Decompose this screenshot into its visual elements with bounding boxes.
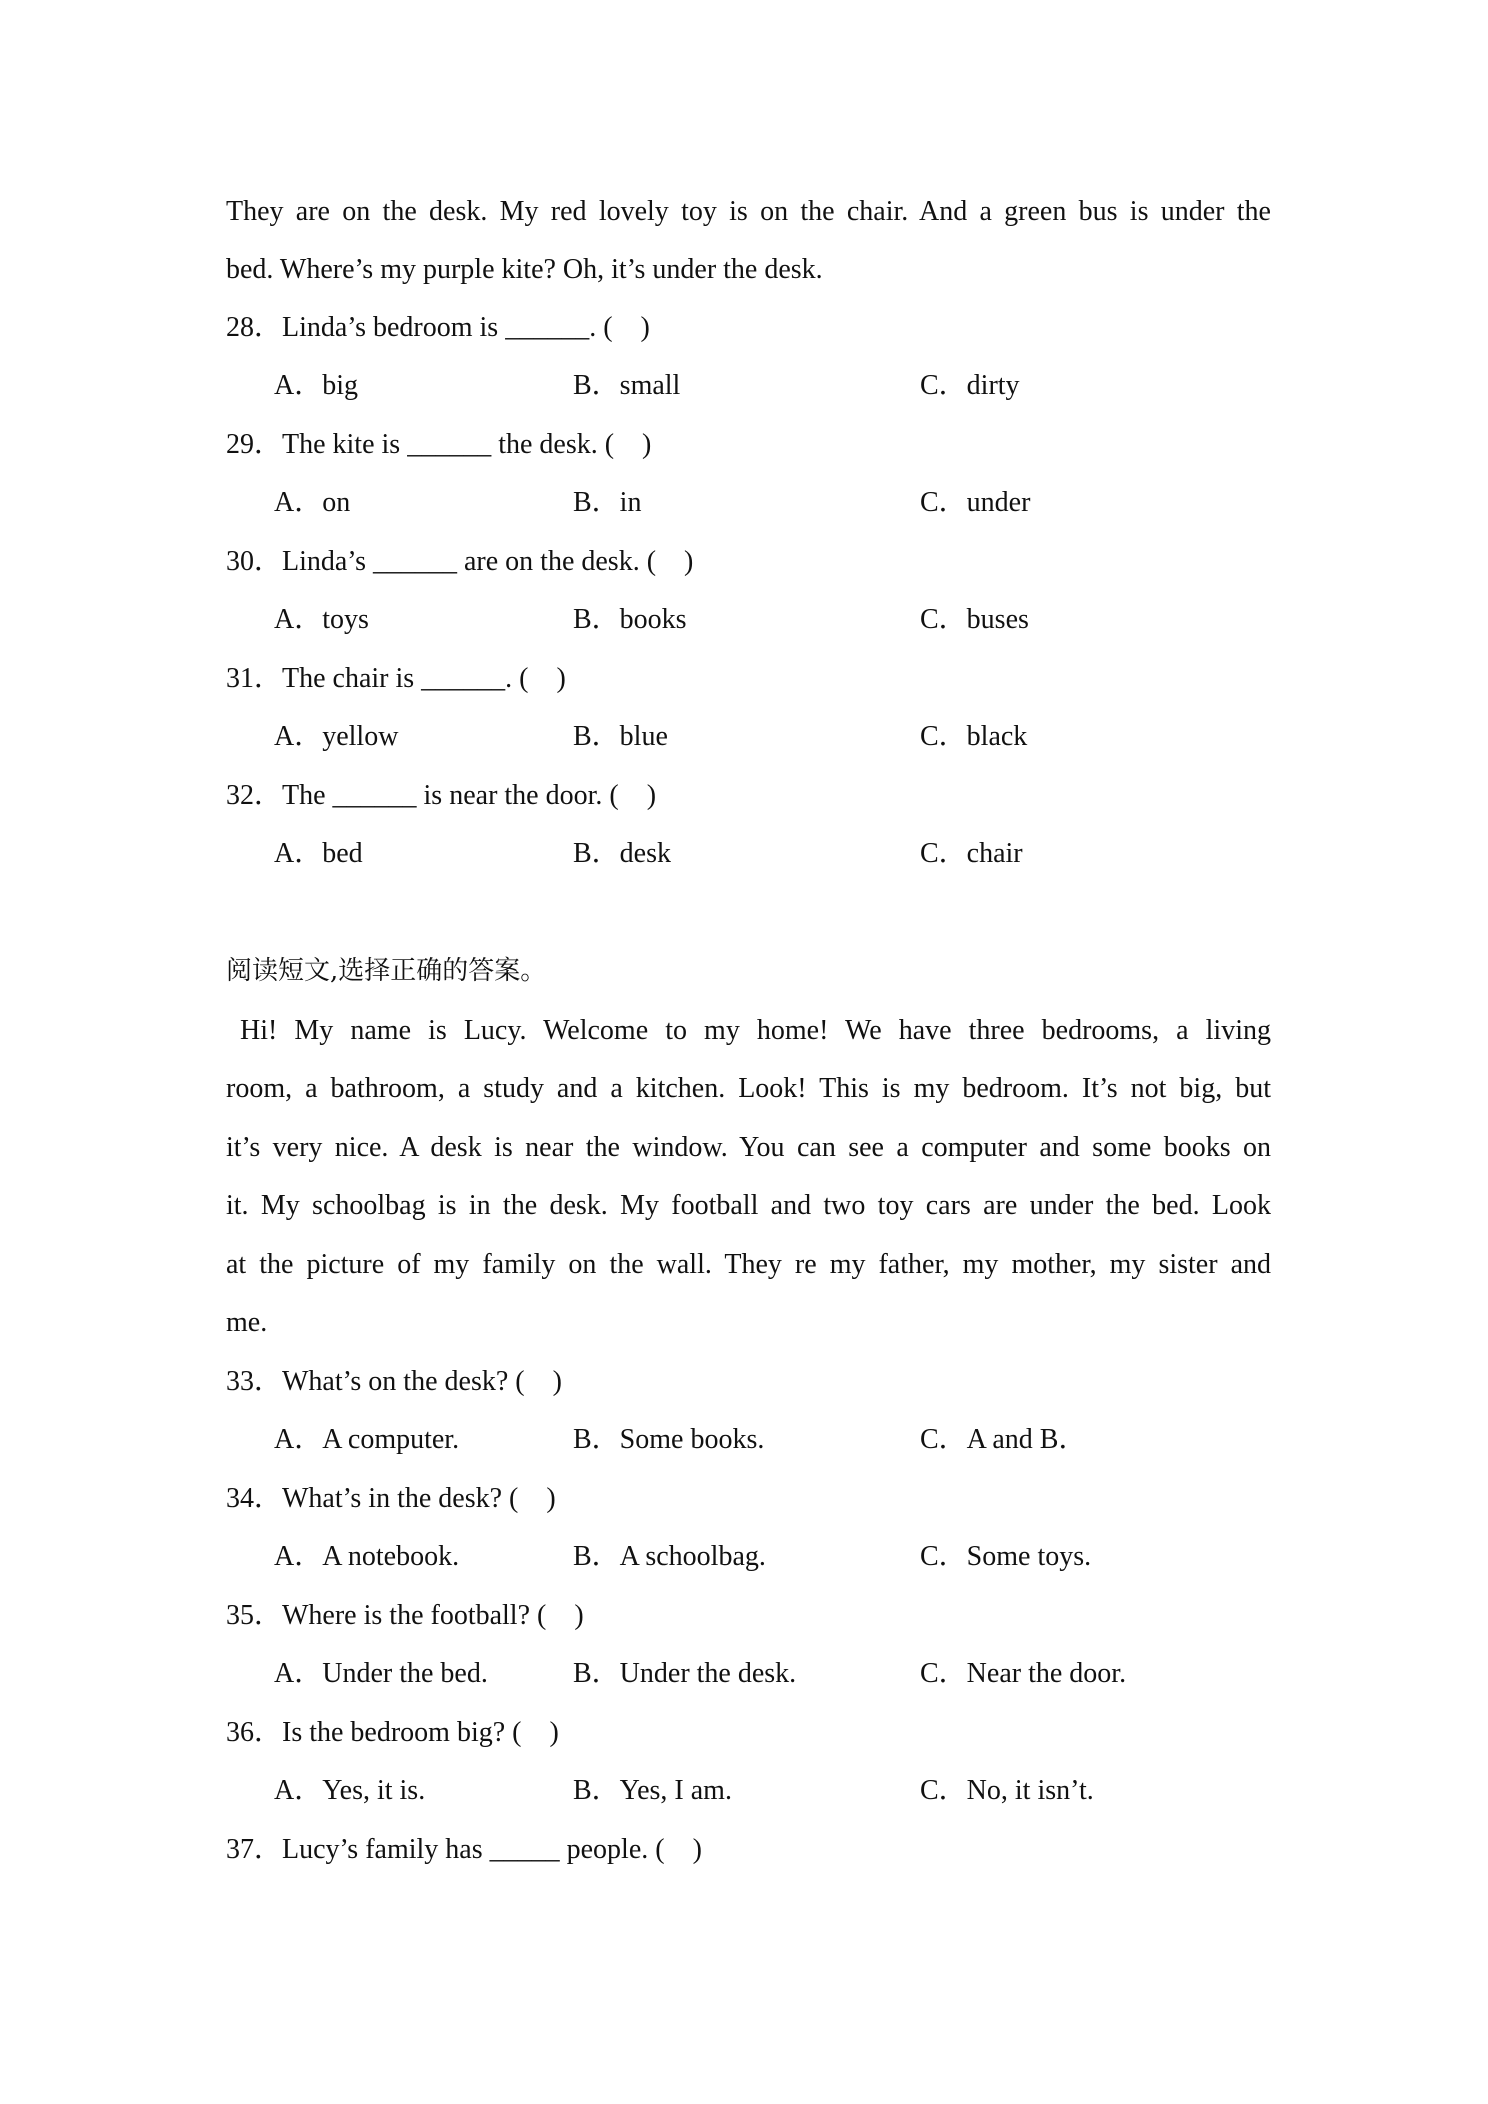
passage2-line-3: it’s very nice. A desk is near the window. You can see a computer and some books on [226,1132,1271,1163]
q33-option-b[interactable]: B．Some books. [573,1424,765,1455]
q31-option-c[interactable]: C．black [920,721,1028,752]
q28-option-c[interactable]: C．dirty [920,370,1020,401]
question-29: 29．The kite is ______ the desk. ( ) [226,429,652,460]
q32-option-c[interactable]: C．chair [920,838,1023,869]
q29-option-a[interactable]: A．on [274,487,351,518]
q32-option-a[interactable]: A．bed [274,838,363,869]
q34-option-b[interactable]: B．A schoolbag. [573,1541,766,1572]
q29-option-b[interactable]: B．in [573,487,642,518]
q30-option-c[interactable]: C．buses [920,604,1029,635]
q35-option-a[interactable]: A．Under the bed. [274,1658,488,1689]
question-34: 34．What’s in the desk? ( ) [226,1483,556,1514]
question-35: 35．Where is the football? ( ) [226,1600,584,1631]
question-33: 33．What’s on the desk? ( ) [226,1366,562,1397]
q28-option-a[interactable]: A．big [274,370,359,401]
question-36: 36．Is the bedroom big? ( ) [226,1717,559,1748]
passage2-line-1: Hi! My name is Lucy. Welcome to my home! We have three bedrooms, a living [226,1015,1271,1046]
q36-option-c[interactable]: C．No, it isn’t. [920,1775,1094,1806]
q35-option-c[interactable]: C．Near the door. [920,1658,1127,1689]
passage2-line-2: room, a bathroom, a study and a kitchen. Look! This is my bedroom. It’s not big, but [226,1073,1271,1104]
passage1-line-1: They are on the desk. My red lovely toy is on the chair. And a green bus is under the [226,196,1271,227]
passage2-line-5: at the picture of my family on the wall. They re my father, my mother, my sister and [226,1249,1271,1280]
q30-option-b[interactable]: B．books [573,604,687,635]
q33-option-a[interactable]: A．A computer. [274,1424,460,1455]
passage1-line-2: bed. Where’s my purple kite? Oh, it’s under the desk. [226,254,823,285]
q32-option-b[interactable]: B．desk [573,838,672,869]
q30-option-a[interactable]: A．toys [274,604,369,635]
q28-option-b[interactable]: B．small [573,370,681,401]
q33-option-c[interactable]: C．A and B． [920,1424,1087,1455]
question-37: 37．Lucy’s family has _____ people. ( ) [226,1834,702,1865]
q36-option-b[interactable]: B．Yes, I am. [573,1775,732,1806]
q36-option-a[interactable]: A．Yes, it is. [274,1775,426,1806]
q29-option-c[interactable]: C．under [920,487,1031,518]
q34-option-a[interactable]: A．A notebook. [274,1541,460,1572]
passage2-line-6: me. [226,1307,268,1338]
passage2-line-4: it. My schoolbag is in the desk. My football and two toy cars are under the bed. Look [226,1190,1271,1221]
question-30: 30．Linda’s ______ are on the desk. ( ) [226,546,694,577]
question-32: 32．The ______ is near the door. ( ) [226,780,657,811]
question-28: 28．Linda’s bedroom is ______. ( ) [226,312,650,343]
q34-option-c[interactable]: C．Some toys. [920,1541,1092,1572]
q31-option-b[interactable]: B．blue [573,721,668,752]
section-heading: 阅读短文,选择正确的答案。 [226,956,547,986]
q31-option-a[interactable]: A．yellow [274,721,399,752]
q35-option-b[interactable]: B．Under the desk. [573,1658,797,1689]
question-31: 31．The chair is ______. ( ) [226,663,566,694]
